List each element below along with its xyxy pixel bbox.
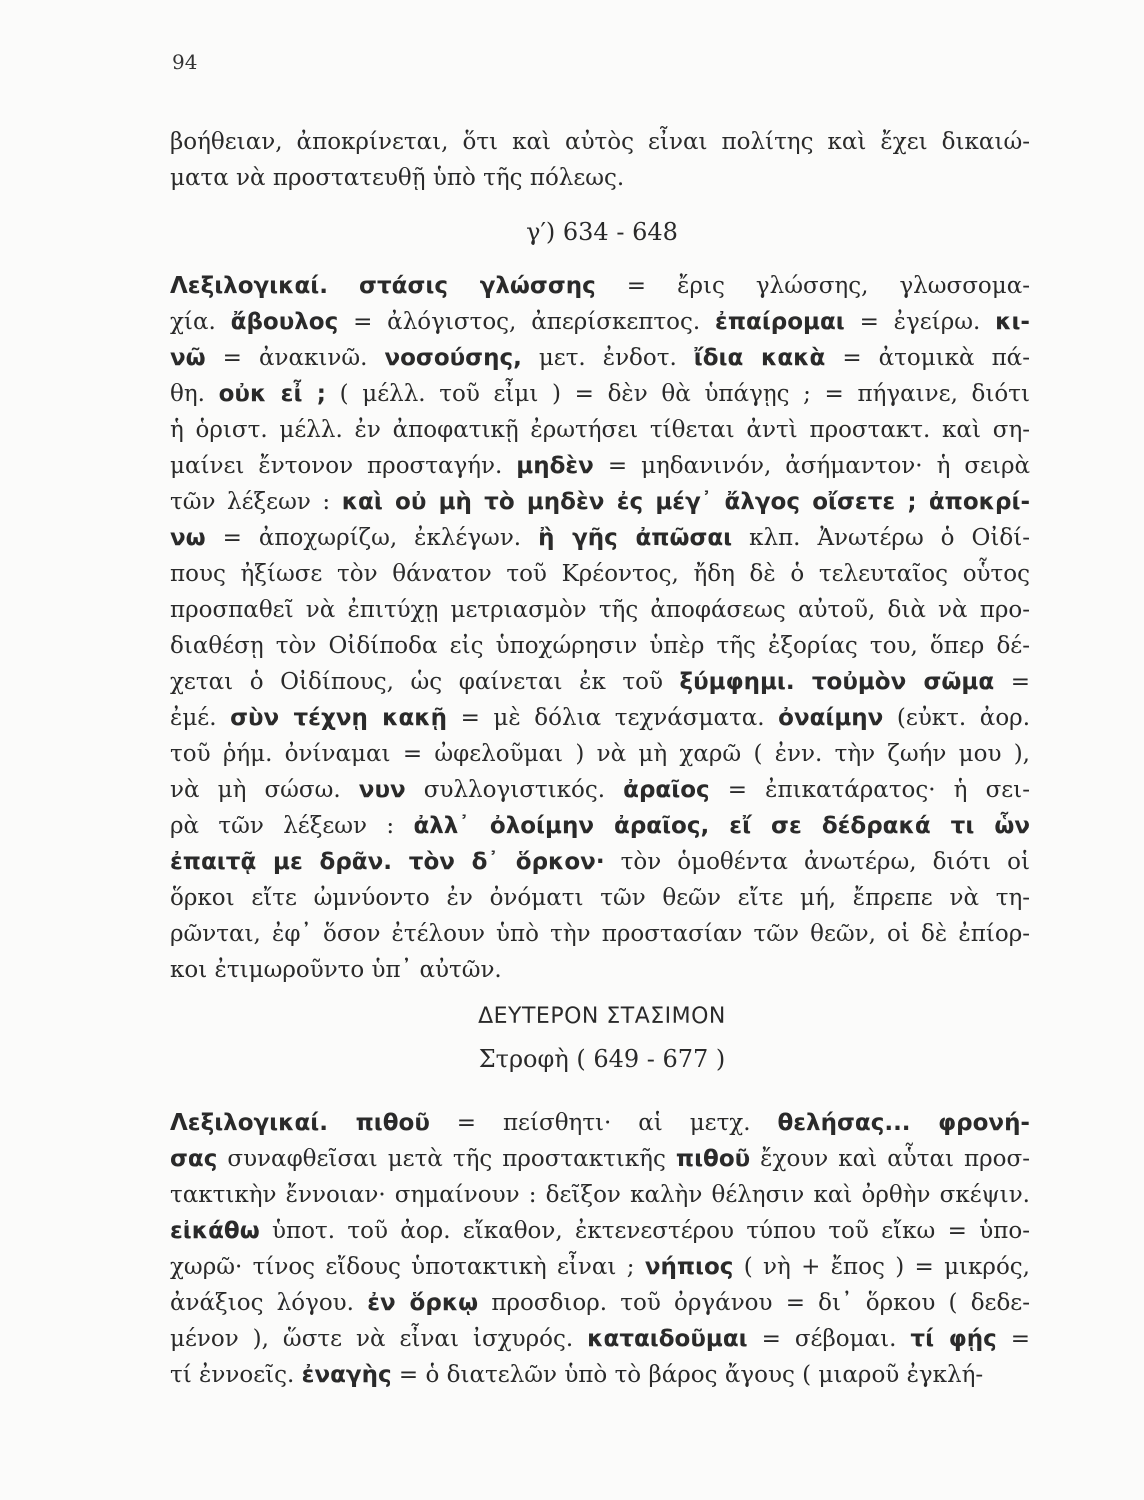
lemma-term: καὶ οὐ μὴ τὸ μηδὲν ἐς μέγ᾽ ἄλγος οἴσετε ; ἀποκρί- xyxy=(341,489,1030,515)
text-line: ματα νὰ προστατευθῇ ὑπὸ τῆς πόλεως. xyxy=(170,165,625,191)
page-number: 94 xyxy=(172,50,198,74)
lemma-term: ἄβουλος xyxy=(230,309,339,335)
lemma-term: οὐκ εἶ ; xyxy=(218,381,326,407)
lemma-term: ὀναίμην xyxy=(778,705,884,731)
text-line: ρὰ τῶν λέξεων : ἀλλ᾽ ὀλοίμην ἀραῖος, εἴ σε δέδρακά τι ὧν xyxy=(170,813,1030,839)
lemma-term: καταιδοῦμαι xyxy=(587,1326,748,1352)
lemma-term: νω xyxy=(170,525,206,551)
strophe-heading: Στροφὴ ( 649 - 677 ) xyxy=(478,1045,726,1073)
text-line: βοήθειαν, ἀποκρίνεται, ὅτι καὶ αὐτὸς εἶναι πολίτης καὶ ἔχει δικαιώ- xyxy=(170,129,1030,155)
text-line: μαίνει ἔντονον προσταγήν. μηδὲν = μηδανινόν, ἀσήμαντον· ἡ σειρὰ xyxy=(170,453,1030,479)
lemma-term: Λεξιλογικαί. xyxy=(170,273,328,299)
text-line: νω = ἀποχωρίζω, ἐκλέγων. ἢ γῆς ἀπῶσαι κλπ. Ἀνωτέρω ὁ Οἰδί- xyxy=(170,525,1030,551)
text-line: χία. ἄβουλος = ἀλόγιστος, ἀπερίσκεπτος. ἐπαίρομαι = ἐγείρω. κι- xyxy=(170,309,1030,335)
text-line: ἀνάξιος λόγου. ἐν ὅρκῳ προσδιορ. τοῦ ὀργάνου = δι᾽ ὅρκου ( δεδε- xyxy=(170,1290,1030,1316)
lemma-term: στάσις γλώσσης xyxy=(359,273,596,299)
lemma-term: πιθοῦ xyxy=(675,1146,751,1172)
paragraph-intro xyxy=(170,124,1030,196)
text-line: ἐμέ. σὺν τέχνῃ κακῇ = μὲ δόλια τεχνάσματα. ὀναίμην (εὐκτ. ἀορ. xyxy=(170,705,1031,731)
text-line: Λεξιλογικαί. στάσις γλώσσης = ἔρις γλώσσης, γλωσσομα- xyxy=(170,273,1031,299)
text-line: Λεξιλογικαί. πιθοῦ = πείσθητι· αἱ μετχ. θελήσας... φρονή- xyxy=(170,1110,1030,1136)
lemma-term: εἰκάθω xyxy=(170,1218,260,1244)
section-heading: γ′) 634 - 648 xyxy=(526,218,678,246)
lemma-term: νῶ xyxy=(170,345,206,371)
text-line: θη. οὐκ εἶ ; ( μέλλ. τοῦ εἶμι ) = δὲν θὰ ὑπάγῃς ; = πήγαινε, διότι xyxy=(170,381,1031,407)
text-line: ὅρκοι εἴτε ὠμνύοντο ἐν ὀνόματι τῶν θεῶν εἴτε μή, ἔπρεπε νὰ τη- xyxy=(170,885,1030,911)
stasimon-heading: ΔΕΥΤΕΡΟΝ ΣΤΑΣΙΜΟΝ xyxy=(478,1004,726,1029)
lemma-term: ἐπαιτᾷ με δρᾶν. τὸν δ᾽ ὅρκον· xyxy=(170,849,605,875)
text-line: χωρῶ· τίνος εἴδους ὑποτακτικὴ εἶναι ; νήπιος ( νὴ + ἔπος ) = μικρός, xyxy=(170,1254,1030,1280)
text-line: νὰ μὴ σώσω. νυν συλλογιστικός. ἀραῖος = ἐπικατάρατος· ἡ σει- xyxy=(170,777,1030,803)
lemma-term: ἐναγὴς xyxy=(301,1362,392,1388)
paragraph-vocabulary-2 xyxy=(170,1105,1030,1393)
lemma-term: ἐν ὅρκῳ xyxy=(367,1290,479,1316)
lemma-term: θελήσας... φρονή- xyxy=(777,1110,1030,1136)
lemma-term: ἢ γῆς ἀπῶσαι xyxy=(538,525,733,551)
lemma-term: νοσούσης, xyxy=(384,345,522,371)
text-line: τί ἐννοεῖς. ἐναγὴς = ὁ διατελῶν ὑπὸ τὸ βάρος ἄγους ( μιαροῦ ἐγκλή- xyxy=(170,1362,984,1388)
lemma-term: ξύμφημι. τοὐμὸν σῶμα xyxy=(679,669,995,695)
text-line: σας συναφθεῖσαι μετὰ τῆς προστακτικῆς πιθοῦ ἔχουν καὶ αὗται προσ- xyxy=(170,1146,1030,1172)
text-line: νῶ = ἀνακινῶ. νοσούσης, μετ. ἐνδοτ. ἴδια κακὰ = ἀτομικὰ πά- xyxy=(170,345,1030,371)
text-line: τῶν λέξεων : καὶ οὐ μὴ τὸ μηδὲν ἐς μέγ᾽ ἄλγος οἴσετε ; ἀποκρί- xyxy=(170,489,1030,515)
paragraph-vocabulary-1 xyxy=(170,268,1030,988)
text-line: τακτικὴν ἔννοιαν· σημαίνουν : δεῖξον καλὴν θέλησιν καὶ ὀρθὴν σκέψιν. xyxy=(170,1182,1030,1208)
lemma-term: τί φῄς xyxy=(910,1326,997,1352)
text-line: τοῦ ῥήμ. ὀνίναμαι = ὠφελοῦμαι ) νὰ μὴ χαρῶ ( ἐνν. τὴν ζωήν μου ), xyxy=(170,741,1030,767)
lemma-term: νήπιος xyxy=(644,1254,734,1280)
lemma-term: μηδὲν xyxy=(516,453,594,479)
text-line: προσπαθεῖ νὰ ἐπιτύχῃ μετριασμὸν τῆς ἀποφάσεως αὐτοῦ, διὰ νὰ προ- xyxy=(170,597,1030,623)
lemma-term: σας xyxy=(170,1146,218,1172)
text-line: διαθέσῃ τὸν Οἰδίποδα εἰς ὑποχώρησιν ὑπὲρ τῆς ἐξορίας του, ὅπερ δέ- xyxy=(170,633,1030,659)
lemma-term: ἀραῖος xyxy=(623,777,710,803)
lemma-term: σὺν τέχνῃ κακῇ xyxy=(230,705,447,731)
lemma-term: Λεξιλογικαί. πιθοῦ xyxy=(170,1110,430,1136)
lemma-term: ἀλλ᾽ ὀλοίμην ἀραῖος, εἴ σε δέδρακά τι ὧν xyxy=(413,813,1030,839)
lemma-term: κι- xyxy=(995,309,1030,335)
lemma-term: ἐπαίρομαι xyxy=(715,309,845,335)
text-line: πους ἠξίωσε τὸν θάνατον τοῦ Κρέοντος, ἤδη δὲ ὁ τελευταῖος οὗτος xyxy=(170,561,1030,587)
text-line: ἐπαιτᾷ με δρᾶν. τὸν δ᾽ ὅρκον· τὸν ὁμοθέντα ἀνωτέρω, διότι οἱ xyxy=(170,849,1030,875)
text-line: χεται ὁ Οἰδίπους, ὡς φαίνεται ἐκ τοῦ ξύμφημι. τοὐμὸν σῶμα = xyxy=(170,669,1030,695)
lemma-term: ἴδια κακὰ xyxy=(693,345,826,371)
text-line: κοι ἐτιμωροῦντο ὑπ᾽ αὐτῶν. xyxy=(170,957,502,983)
text-line: εἰκάθω ὑποτ. τοῦ ἀορ. εἴκαθον, ἐκτενεστέρου τύπου τοῦ εἴκω = ὑπο- xyxy=(170,1218,1030,1244)
lemma-term: νυν xyxy=(358,777,406,803)
text-line: μένον ), ὥστε νὰ εἶναι ἰσχυρός. καταιδοῦμαι = σέβομαι. τί φῄς = xyxy=(170,1326,1030,1352)
text-line: ἡ ὁριστ. μέλλ. ἐν ἀποφατικῇ ἐρωτήσει τίθεται ἀντὶ προστακτ. καὶ ση- xyxy=(170,417,1030,443)
text-line: ρῶνται, ἐφ᾽ ὅσον ἐτέλουν ὑπὸ τὴν προστασίαν τῶν θεῶν, οἱ δὲ ἐπίορ- xyxy=(170,921,1030,947)
